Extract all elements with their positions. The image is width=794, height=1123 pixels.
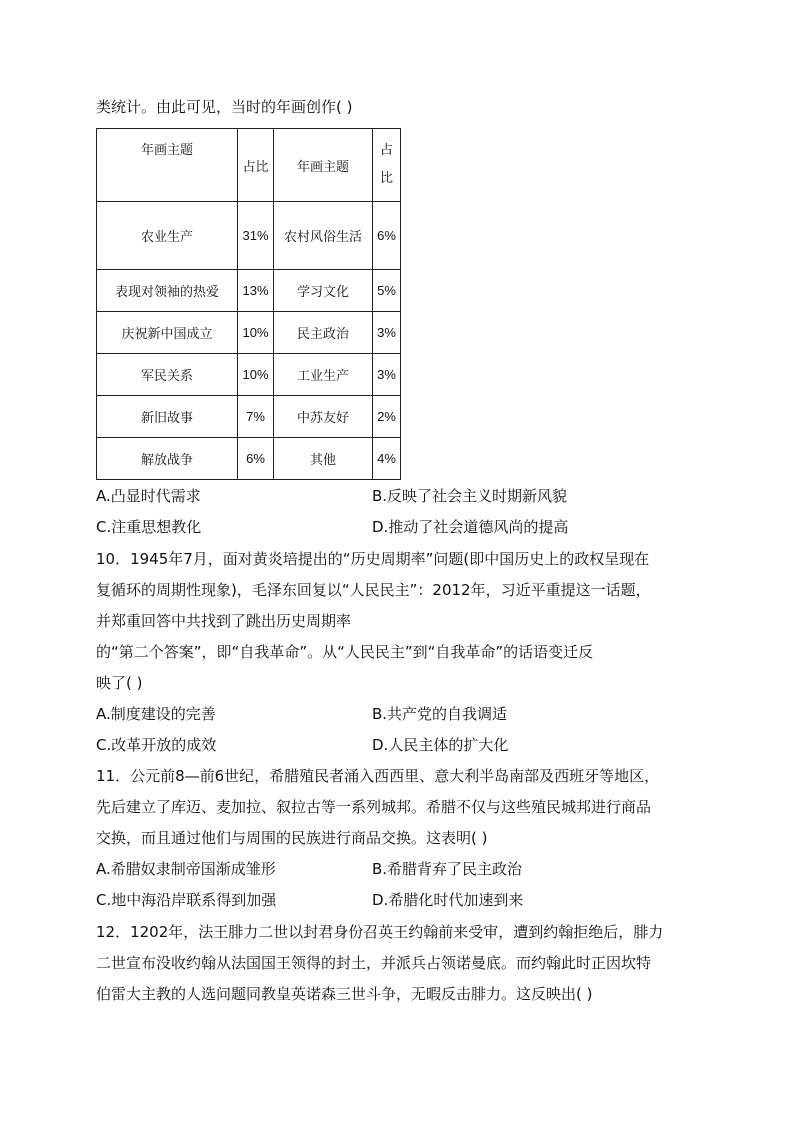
q11-line: 交换，而且通过他们与周围的民族进行商品交换。这表明( ) — [96, 829, 488, 847]
q9-stem-tail: 类统计。由此可见，当时的年画创作( ) — [96, 98, 353, 116]
q11-line: 先后建立了库迈、麦加拉、叙拉古等一系列城邦。希腊不仅与这些殖民城邦进行商品 — [96, 798, 652, 816]
row-share-right: 5% — [373, 270, 401, 312]
row-share-right: 6% — [373, 202, 401, 270]
q11-line: 11．公元前8—前6世纪，希腊殖民者涌入西西里、意大利半岛南部及西班牙等地区， — [96, 767, 660, 785]
q11-option-a: A.希腊奴隶制帝国渐成雏形 — [96, 860, 276, 878]
q11-option-b: B.希腊背弃了民主政治 — [372, 860, 523, 878]
row-share-left: 31% — [238, 202, 274, 270]
row-theme-right: 其他 — [274, 438, 373, 480]
row-theme-left: 新旧故事 — [97, 396, 238, 438]
header-share-2: 占 比 — [373, 129, 401, 202]
q10-option-d: D.人民主体的扩大化 — [372, 736, 509, 754]
q11-option-c: C.地中海沿岸联系得到加强 — [96, 891, 277, 909]
row-share-left: 7% — [238, 396, 274, 438]
row-share-right: 4% — [373, 438, 401, 480]
row-share-right: 2% — [373, 396, 401, 438]
row-share-right: 3% — [373, 354, 401, 396]
row-theme-left: 解放战争 — [97, 438, 238, 480]
q10-option-c: C.改革开放的成效 — [96, 736, 217, 754]
q10-line: 复循环的周期性现象)，毛泽东回复以“人民民主”：2012年，习近平重提这一话题， — [96, 581, 651, 599]
q12-line: 12．1202年，法王腓力二世以封君身份召英王约翰前来受审，遭到约翰拒绝后，腓力 — [96, 923, 664, 941]
table-row — [97, 438, 401, 480]
row-share-left: 6% — [238, 438, 274, 480]
new-year-painting-table — [96, 128, 401, 480]
row-theme-left: 农业生产 — [97, 202, 238, 270]
q10-line: 10．1945年7月，面对黄炎培提出的“历史周期率”问题(即中国历史上的政权呈现在 — [96, 550, 650, 568]
q10-option-b: B.共产党的自我调适 — [372, 705, 508, 723]
q10-line: 的“第二个答案”，即“自我革命”。从“人民民主”到“自我革命”的话语变迁反 — [96, 643, 594, 661]
q11-option-d: D.希腊化时代加速到来 — [372, 891, 524, 909]
row-theme-left: 军民关系 — [97, 354, 238, 396]
header-theme-2: 年画主题 — [274, 129, 373, 202]
q9-option-a: A.凸显时代需求 — [96, 487, 201, 505]
q9-option-b: B.反映了社会主义时期新风貌 — [372, 487, 568, 505]
q9-option-d: D.推动了社会道德风尚的提高 — [372, 518, 569, 536]
row-theme-left: 表现对领袖的热爱 — [97, 270, 238, 312]
table-row — [97, 270, 401, 312]
row-share-left: 13% — [238, 270, 274, 312]
row-theme-right: 工业生产 — [274, 354, 373, 396]
row-share-right: 3% — [373, 312, 401, 354]
table-header-row — [97, 129, 401, 202]
q12-line: 二世宣布没收约翰从法国国王领得的封土，并派兵占领诺曼底。而约翰此时正因坎特 — [96, 954, 652, 972]
row-share-left: 10% — [238, 354, 274, 396]
table-row — [97, 396, 401, 438]
header-share-1: 占比 — [238, 129, 274, 202]
row-theme-right: 学习文化 — [274, 270, 373, 312]
table-row — [97, 354, 401, 396]
q12-line: 伯雷大主教的人选问题同教皇英诺森三世斗争，无暇反击腓力。这反映出( ) — [96, 985, 593, 1003]
table-row — [97, 312, 401, 354]
row-theme-right: 民主政治 — [274, 312, 373, 354]
header-theme-1: 年画主题 — [97, 129, 238, 202]
row-share-left: 10% — [238, 312, 274, 354]
q10-line: 映了( ) — [96, 674, 143, 692]
row-theme-right: 中苏友好 — [274, 396, 373, 438]
row-theme-right: 农村风俗生活 — [274, 202, 373, 270]
q10-line: 并郑重回答中共找到了跳出历史周期率 — [96, 612, 352, 630]
q9-option-c: C.注重思想教化 — [96, 518, 202, 536]
q10-option-a: A.制度建设的完善 — [96, 705, 216, 723]
table-row — [97, 202, 401, 270]
row-theme-left: 庆祝新中国成立 — [97, 312, 238, 354]
